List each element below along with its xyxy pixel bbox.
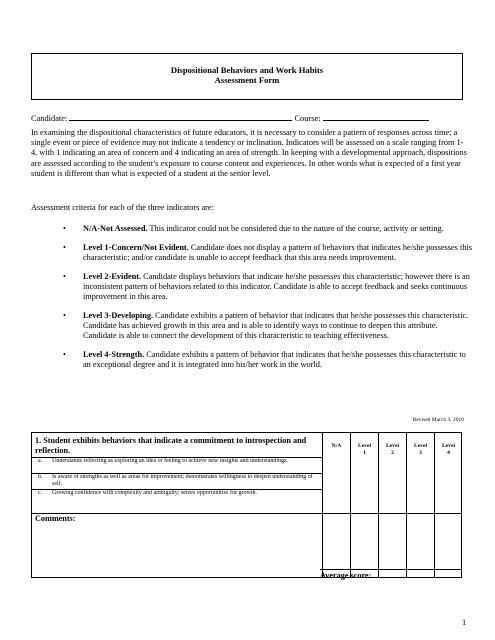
intro-paragraph: In examining the dispositional characteristics of future educators, it is necessary to consider a pattern of responses across time; a single event or piece of evidence may not indicate a tendency or inclination. Indicators will be assessed on a scale ranging from 1-4, with 1 indicating an area of concern and 4 indicating an area of strength. In keeping with a developmental approach, dispositions are assessed according to the student’s exposure to course content and experiences. In other words what is expected of a first year student is different than what is expected of a student at the senior level.: [31, 128, 467, 178]
column-divider: [406, 433, 407, 577]
rubric-table: [31, 432, 462, 578]
criteria-intro: Assessment criteria for each of the three indicators are:: [31, 203, 214, 212]
criteria-text: Candidate exhibits a pattern of behavior that indicates that he/she possesses this characteristic to an exceptional degree and it is integrated into his/her work in the world.: [83, 349, 466, 370]
criteria-text: This indicator could not be considered due to the nature of the course, activity or setting.: [149, 224, 444, 233]
criteria-text: Candidate displays behaviors that indicate he/she possesses this characteristic; however there is an inconsistent pattern of behaviors related to this indicator. Candidate is able to accept feedback and seeks continuous improvement in this area.: [83, 271, 470, 302]
criteria-item: [63, 311, 473, 342]
criteria-item: [63, 224, 473, 234]
criteria-term: Level 1-Concern/Not Evident.: [83, 242, 189, 252]
criteria-term: N/A-Not Assessed.: [83, 224, 148, 233]
form-subtitle: Assessment Form: [214, 75, 280, 85]
criteria-term: Level 2-Evident.: [83, 271, 142, 281]
item-text: Understands reflecting as exploring an idea or feeling to achieve new insights and understandings.: [52, 458, 288, 464]
candidate-field[interactable]: [69, 113, 292, 121]
criteria-item: [63, 350, 473, 370]
row-divider: [32, 513, 461, 514]
column-header-level-4: Level 4: [441, 443, 456, 456]
item-letter: a.: [38, 458, 43, 464]
page-number: 1: [462, 618, 467, 627]
form-title-box: [31, 53, 463, 100]
course-field[interactable]: [323, 113, 429, 121]
course-label: Course:: [294, 114, 321, 123]
average-row-divider: [320, 569, 461, 570]
item-text: Is aware of strengths as well as areas for improvement; demonstrates willingness to deepen understanding of self.: [52, 474, 313, 488]
criteria-item: [63, 272, 473, 303]
bullet-icon: •: [63, 349, 66, 359]
average-score-label: Average score:: [320, 571, 372, 580]
criteria-list: [63, 224, 473, 379]
candidate-label: Candidate:: [31, 114, 68, 123]
criteria-text: Candidate exhibits a pattern of behavior that indicates that he/she possesses this characteristic. Candidate has achieved growth in this area and is able to identify ways to continue to deepen this attribute. Candidate is able to connect the development of this characteristic to teaching effectiveness.: [83, 310, 469, 341]
column-divider: [322, 433, 323, 577]
column-header-level-1: Level 1: [357, 443, 372, 456]
revised-date: Revised March 3, 2010: [412, 417, 464, 423]
bullet-icon: •: [63, 310, 66, 320]
criteria-text: Candidate does not display a pattern of behaviors that indicates he/she possesses this characteristic; and/or candidate is unable to accept feedback that this area needs improvement.: [83, 242, 472, 262]
column-header-na: N/A: [331, 443, 342, 449]
criteria-term: Level 3-Developing.: [83, 310, 154, 320]
bullet-icon: •: [63, 242, 66, 252]
item-letter: c.: [38, 490, 43, 496]
rubric-heading: 1. Student exhibits behaviors that indicate a commitment to introspection and reflection.: [35, 436, 307, 455]
column-divider: [434, 433, 435, 577]
form-title: Dispositional Behaviors and Work Habits: [170, 65, 324, 75]
item-letter: b.: [38, 474, 43, 480]
column-header-level-3: Level 3: [413, 443, 428, 456]
item-text: Growing confidence with complexity and ambiguity; seizes opportunities for growth.: [52, 490, 257, 496]
criteria-term: Level 4-Strength.: [83, 349, 145, 359]
column-divider: [350, 433, 351, 577]
bullet-icon: •: [63, 224, 66, 233]
bullet-icon: •: [63, 271, 66, 281]
comments-label: Comments:: [35, 514, 76, 523]
criteria-item: [63, 243, 473, 263]
column-divider: [378, 433, 379, 577]
candidate-course-row: [31, 113, 471, 123]
column-header-level-2: Level 2: [385, 443, 400, 456]
